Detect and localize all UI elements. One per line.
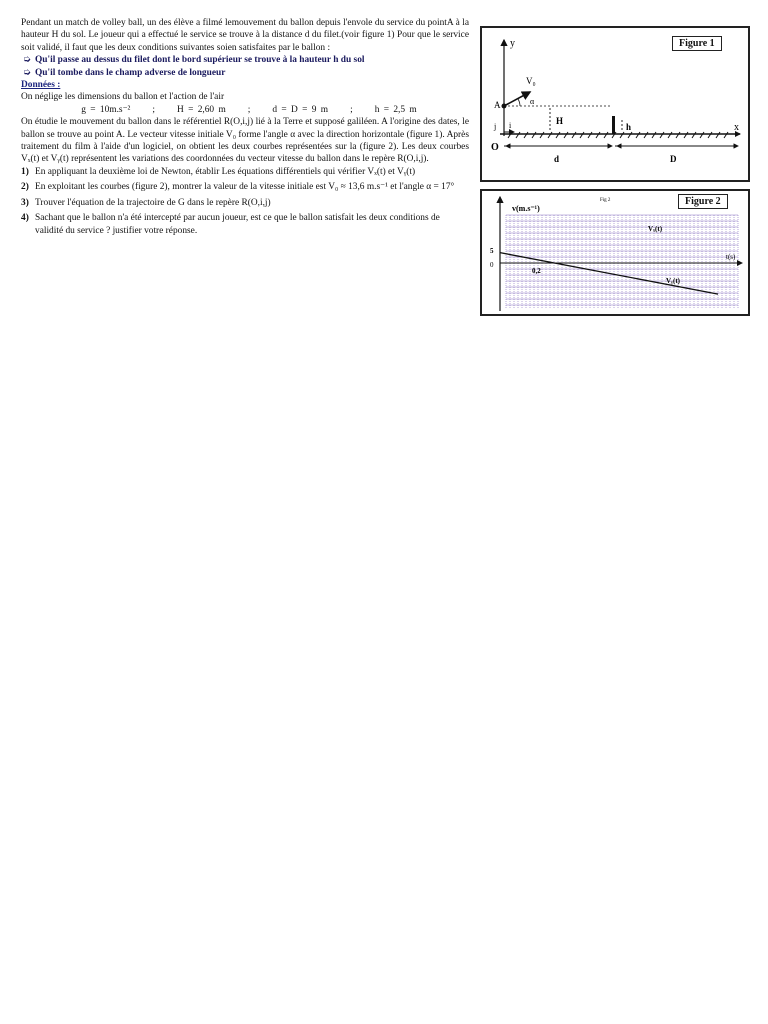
point-a-label: A — [494, 100, 501, 110]
chart-y-label: v(m.s⁻¹) — [512, 204, 540, 213]
figure-2-label: Figure 2 — [678, 194, 728, 209]
alpha-arc — [518, 99, 520, 106]
condition-item: ➭ Qu'il tombe dans le champ adverse de longueur — [23, 67, 226, 78]
donnees-title: Données : — [21, 80, 61, 91]
v0-label: V₀ — [526, 76, 536, 86]
x-axis-label: x — [734, 122, 739, 133]
D-label: D — [670, 154, 677, 164]
height-H-label: H — [556, 116, 564, 126]
i-label: i — [509, 121, 512, 130]
question-item: 1) En appliquant la deuxième loi de Newton, établir Les équations différentiels qui vérifier Vₓ(t) et Vᵧ(t) — [21, 166, 416, 177]
chart-grid — [506, 215, 738, 309]
chart-x-label: t(s) — [726, 253, 736, 261]
net-post — [612, 116, 615, 134]
exercise-text — [21, 17, 469, 240]
y-axis-label: y — [510, 38, 515, 49]
intro-paragraph: Pendant un match de volley ball, un des élève a filmé lemouvement du ballon depuis l'envole du service du pointA à la hauteur H du sol. Le joueur qui a effectué le service se trouve à la distance d du filet.(voir figure 1) Pour que le service soit validé, il faut que les deux conditions suivantes soien satisfaites par le ballon : — [21, 18, 469, 53]
donnees-values: g = 10m.s⁻² ; H = 2,60 m ; d = D = 9 m ; h = 2,5 m — [81, 104, 417, 115]
ground-hatch — [508, 132, 728, 138]
figure-2 — [480, 189, 750, 316]
v0-vector — [504, 92, 530, 106]
tick-origin: 0 — [490, 261, 494, 269]
tick-x-02: 0,2 — [532, 267, 541, 275]
d-label: d — [554, 154, 560, 164]
question-item: 3) Trouver l'équation de la trajectoire de G dans le repère R(O,i,j) — [21, 197, 271, 208]
series-vx-label: Vₓ(t) — [648, 225, 663, 233]
question-item: 2) En exploitant les courbes (figure 2), montrer la valeur de la vitesse initiale est V₀ ≈ 13,6 m.s⁻¹ et l'angle α = 17° — [21, 182, 455, 193]
donnees-line: On néglige les dimensions du ballon et l'action de l'air — [21, 92, 225, 103]
conditions-list — [21, 54, 469, 79]
alpha-label: α — [530, 97, 535, 106]
figure-1-label: Figure 1 — [672, 36, 722, 51]
j-label: j — [494, 122, 497, 131]
origin-label: O — [491, 142, 499, 153]
arrow-bullet-icon: ➭ — [23, 67, 31, 78]
tick-y-5: 5 — [490, 247, 494, 255]
condition-item: ➭ Qu'il passe au dessus du filet dont le bord supérieur se trouve à la hauteur h du sol — [23, 55, 365, 66]
figure-2-chart — [482, 191, 748, 314]
arrow-bullet-icon: ➭ — [23, 55, 31, 66]
figure-1 — [480, 26, 750, 182]
series-vy-label: Vᵧ(t) — [666, 277, 681, 285]
chart-small-title: Fig 2 — [600, 198, 611, 203]
body-paragraph: On étudie le mouvement du ballon dans le référentiel R(O,i,j) lié à la Terre et supposé galiléen. A l'origine des dates, le ballon se trouve au point A. Le vecteur vitesse initiale V₀ forme l'angle α avec la direction horizontale (figure 1). Après traitement du film à l'aide d'un logiciel, on obtient les deux courbes représentées sur la (figure 2). Les deux courbes Vₓ(t) et Vᵧ(t) représentent les variations des coordonnées du vecteur vitesse du ballon dans le repère R(O,i,j). — [21, 117, 469, 165]
net-h-label: h — [626, 122, 632, 132]
questions-list — [21, 166, 469, 237]
question-item: 4) Sachant que le ballon n'a été intercepté par aucun joueur, est ce que le ballon satisfait les deux conditions de validité du service ? justifier votre réponse. — [21, 213, 440, 236]
